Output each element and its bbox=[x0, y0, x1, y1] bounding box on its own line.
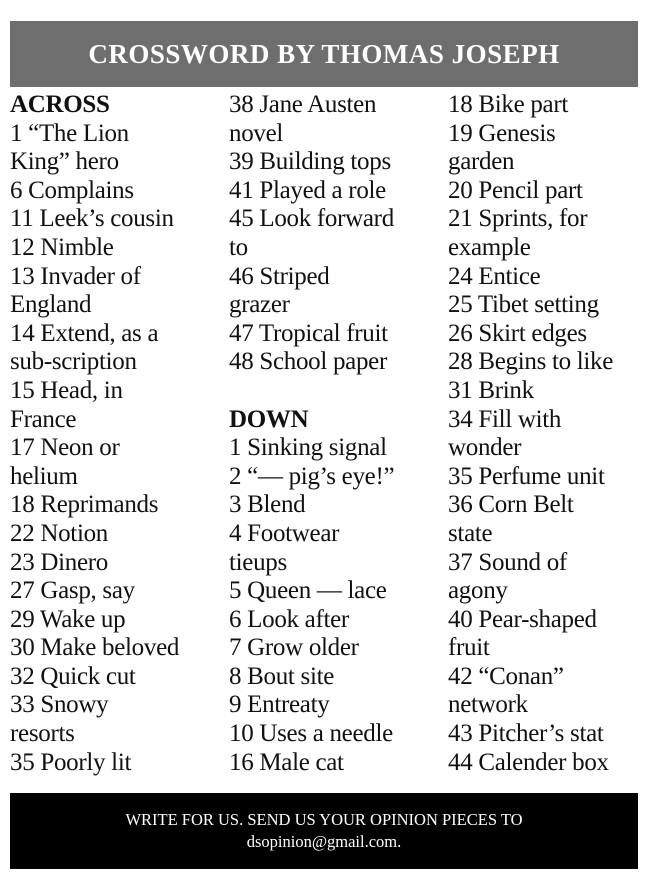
clue-line: 5 Queen — lace bbox=[229, 577, 387, 605]
clue-line: 14 Extend, as a bbox=[10, 319, 159, 347]
blank-line bbox=[229, 377, 444, 406]
clue-line: 22 Notion bbox=[10, 519, 108, 547]
clue-line: 10 Uses a needle bbox=[229, 720, 393, 748]
clue-column-3 bbox=[448, 91, 644, 777]
page-title: CROSSWORD BY THOMAS JOSEPH bbox=[88, 38, 560, 69]
clue-line: 46 Striped bbox=[229, 262, 330, 290]
clue-line: 1 Sinking signal bbox=[229, 434, 387, 462]
clue-line: 32 Quick cut bbox=[10, 662, 136, 690]
clue-line: 27 Gasp, say bbox=[10, 577, 135, 605]
clue-line: France bbox=[10, 405, 77, 433]
clue-line: 8 Bout site bbox=[229, 662, 335, 690]
clue-line: 13 Invader of bbox=[10, 262, 141, 290]
clue-line: 36 Corn Belt bbox=[448, 491, 574, 519]
title-banner bbox=[10, 21, 638, 87]
clue-line: agony bbox=[448, 577, 508, 605]
clue-line: 25 Tibet setting bbox=[448, 291, 599, 319]
clue-line: state bbox=[448, 519, 493, 547]
clue-line: 38 Jane Austen bbox=[229, 91, 377, 118]
clue-column-1 bbox=[10, 91, 225, 777]
clue-line: 18 Reprimands bbox=[10, 491, 159, 519]
clue-line: sub-scription bbox=[10, 348, 137, 376]
clue-line: 15 Head, in bbox=[10, 376, 123, 404]
clue-line: 12 Nimble bbox=[10, 233, 114, 261]
clue-line: 6 Look after bbox=[229, 605, 349, 633]
clue-line: 37 Sound of bbox=[448, 548, 567, 576]
clue-line: 33 Snowy bbox=[10, 691, 109, 719]
clue-line: example bbox=[448, 233, 531, 261]
clue-line: 47 Tropical fruit bbox=[229, 319, 388, 347]
clue-line: 2 “— pig’s eye!” bbox=[229, 462, 395, 490]
clue-line: 48 School paper bbox=[229, 348, 387, 376]
clue-line: 29 Wake up bbox=[10, 605, 126, 633]
clue-line: novel bbox=[229, 119, 284, 147]
clue-column-2 bbox=[229, 91, 444, 777]
clue-line: 4 Footwear bbox=[229, 519, 340, 547]
clue-line: garden bbox=[448, 148, 515, 176]
across-heading: ACROSS bbox=[10, 91, 110, 118]
clue-line: 3 Blend bbox=[229, 491, 306, 519]
clue-line: helium bbox=[10, 462, 78, 490]
clue-line: 42 “Conan” bbox=[448, 662, 564, 690]
clue-line: King” hero bbox=[10, 148, 119, 176]
clue-line: to bbox=[229, 233, 248, 261]
clue-line: 34 Fill with bbox=[448, 405, 562, 433]
clue-line: 19 Genesis bbox=[448, 119, 556, 147]
clue-line: 41 Played a role bbox=[229, 176, 386, 204]
clue-line: 39 Building tops bbox=[229, 148, 391, 176]
clue-line: 43 Pitcher’s stat bbox=[448, 720, 604, 748]
clue-line: grazer bbox=[229, 291, 290, 319]
clue-line: 1 “The Lion bbox=[10, 119, 129, 147]
clue-line: 7 Grow older bbox=[229, 634, 359, 662]
footer-text: WRITE FOR US. SEND US YOUR OPINION PIECES TO bbox=[125, 810, 523, 829]
footer-email: dsopinion@gmail.com. bbox=[246, 832, 402, 851]
down-heading: DOWN bbox=[229, 405, 309, 433]
clue-line: wonder bbox=[448, 434, 522, 462]
clue-line: 16 Male cat bbox=[229, 748, 344, 776]
clue-line: network bbox=[448, 691, 528, 719]
clue-line: 35 Poorly lit bbox=[10, 748, 132, 776]
clue-line: resorts bbox=[10, 720, 75, 748]
clue-line: 20 Pencil part bbox=[448, 176, 583, 204]
clue-line: 26 Skirt edges bbox=[448, 319, 587, 347]
clue-line: tieups bbox=[229, 548, 287, 576]
clue-line: 40 Pear-shaped bbox=[448, 605, 597, 633]
clue-line: 35 Perfume unit bbox=[448, 462, 605, 490]
clue-line: England bbox=[10, 291, 92, 319]
clue-line: 44 Calender box bbox=[448, 748, 609, 776]
clue-line: 18 Bike part bbox=[448, 91, 568, 118]
clue-line: 31 Brink bbox=[448, 376, 534, 404]
clue-line: 9 Entreaty bbox=[229, 691, 330, 719]
clue-line: 17 Neon or bbox=[10, 434, 120, 462]
clue-line: 23 Dinero bbox=[10, 548, 108, 576]
clue-line: 30 Make beloved bbox=[10, 634, 180, 662]
clue-line: 6 Complains bbox=[10, 176, 134, 204]
clue-line: 45 Look forward bbox=[229, 205, 394, 233]
clue-line: 28 Begins to like bbox=[448, 348, 614, 376]
clue-line: 11 Leek’s cousin bbox=[10, 205, 174, 233]
clue-line: 21 Sprints, for bbox=[448, 205, 588, 233]
clue-line: fruit bbox=[448, 634, 490, 662]
clue-line: 24 Entice bbox=[448, 262, 541, 290]
footer-banner bbox=[10, 793, 638, 869]
